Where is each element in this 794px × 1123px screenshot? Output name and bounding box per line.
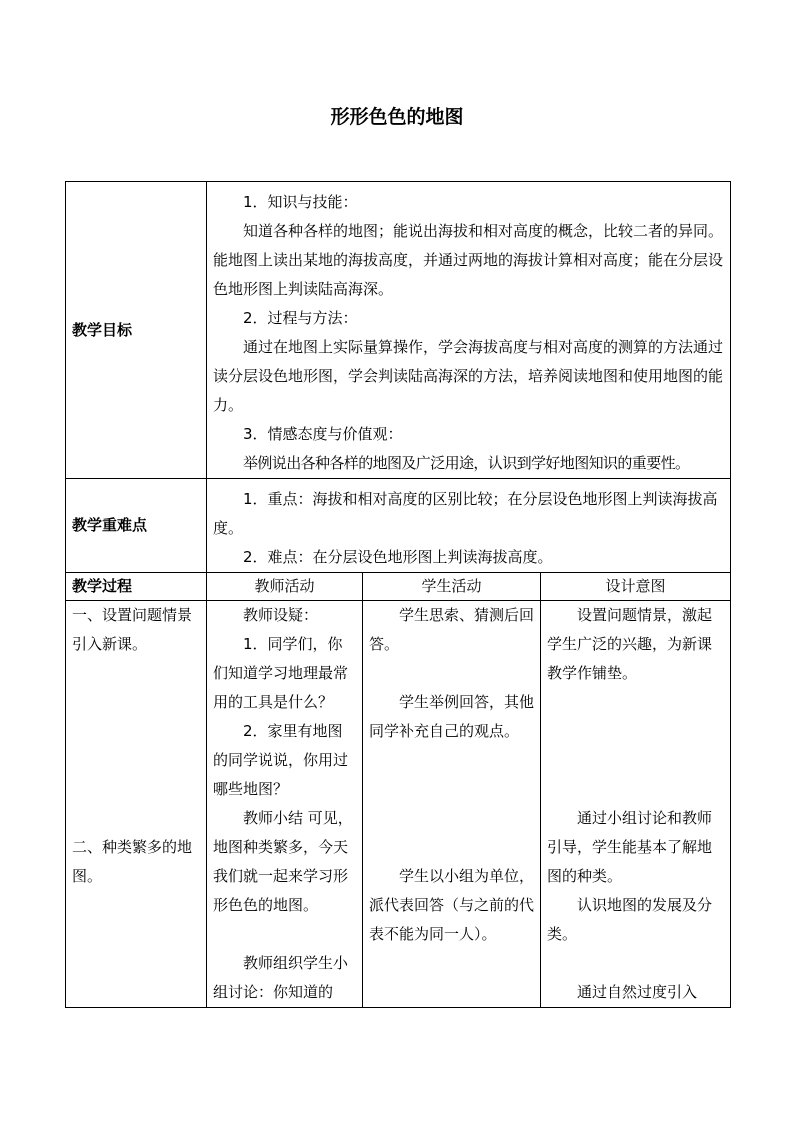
objectives-line: 2．过程与方法： [243,309,358,327]
student-item: 学生思索、猜测后回答。 [369,606,535,653]
teacher-item: 教师小结 可见，地图种类繁多，今天我们就一起来学习形形色色的地图。 [213,809,353,914]
intent-item: 设置问题情景，激起学生广泛的兴趣，为新课教学作铺垫。 [547,606,713,682]
objectives-line: 举例说出各种各样的地图及广泛用途，认识到学好地图知识的重要性。 [243,454,690,472]
intent-item: 认识地图的发展及分类。 [547,896,713,943]
key-points-content [207,479,731,573]
teacher-item: 1．同学们，你们知道学习地理最常用的工具是什么？ [213,635,349,711]
process-header-row [66,573,731,601]
lesson-plan-table [65,181,731,1008]
objectives-line: 知道各种各样的地图；能说出海拔和相对高度的概念，比较二者的异同。能地图上读出某地的海拔高度，并通过两地的海拔计算相对高度；能在分层设色地形图上判读陆高海深。 [213,222,724,298]
objectives-line: 1．知识与技能： [243,193,358,211]
objectives-row [66,182,731,479]
header-student: 学生活动 [363,573,541,601]
teacher-cell [207,601,363,1008]
intent-cell [541,601,731,1008]
key-points-label: 教学重难点 [66,479,207,573]
key-points-line: 1．重点：海拔和相对高度的区别比较；在分层设色地形图上判读海拔高度。 [213,490,718,537]
stage-cell [66,601,207,1008]
student-cell [363,601,541,1008]
teacher-item: 教师组织学生小组讨论：你知道的 [213,954,349,1001]
objectives-line: 3．情感态度与价值观： [243,425,403,443]
teacher-item: 2．家里有地图的同学说说，你用过哪些地图？ [213,722,349,798]
student-item: 学生举例回答，其他同学补充自己的观点。 [369,693,535,740]
objectives-label: 教学目标 [66,182,207,479]
process-row [66,601,731,1008]
stage-item: 二、种类繁多的地图。 [72,838,193,885]
teacher-item: 教师设疑： [243,606,319,624]
student-item: 学生以小组为单位，派代表回答（与之前的代表不能为同一人）。 [369,867,535,943]
intent-item: 通过小组讨论和教师引导，学生能基本了解地图的种类。 [547,809,713,885]
stage-item: 一、设置问题情景引入新课。 [72,606,193,653]
intent-item: 通过自然过度引入 [577,983,698,1001]
header-process: 教学过程 [66,573,207,601]
key-points-line: 2．难点：在分层设色地形图上判读海拔高度。 [243,548,553,566]
objectives-line: 通过在地图上实际量算操作，学会海拔高度与相对高度的测算的方法通过读分层设色地形图，学会判读陆高海深的方法，培养阅读地图和使用地图的能力。 [213,338,724,414]
objectives-content [207,182,731,479]
page-title: 形形色色的地图 [330,106,464,128]
header-intent: 设计意图 [541,573,731,601]
header-teacher: 教师活动 [207,573,363,601]
key-points-row [66,479,731,573]
